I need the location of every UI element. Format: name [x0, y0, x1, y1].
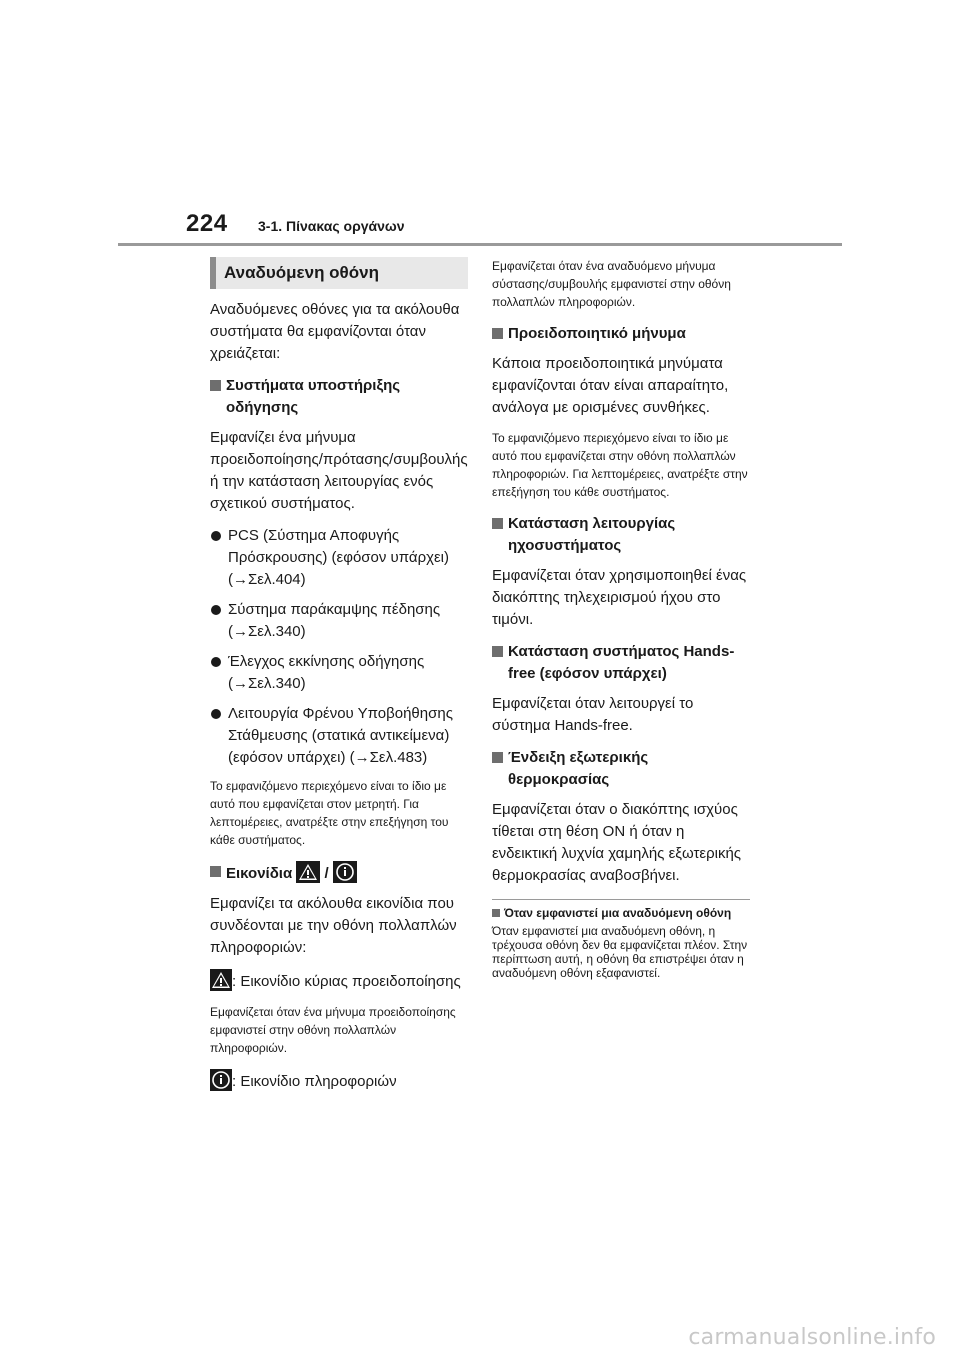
bullet-dot-icon	[211, 605, 221, 615]
square-bullet-icon	[210, 866, 221, 877]
intro-text: Αναδυόμενες οθόνες για τα ακόλουθα συστήματα θα εμφανίζονται όταν χρειάζεται:	[210, 301, 460, 362]
subheading-label: Εικονίδια	[226, 865, 293, 882]
list-item	[210, 525, 468, 591]
warning-icon-note: Εμφανίζεται όταν ένα μήνυμα προειδοποίησης εμφανιστεί στην οθόνη πολλαπλών πληροφοριών.	[210, 1005, 456, 1055]
subheading-driving-support	[210, 375, 468, 419]
subheading-icons	[210, 861, 468, 885]
subheading-outside-temperature	[492, 747, 750, 791]
watermark: carmanualsonline.info	[688, 1325, 936, 1350]
subheading-label: Κατάσταση λειτουργίας ηχοσυστήματος	[508, 515, 676, 554]
page-number: 224	[186, 210, 228, 237]
square-bullet-icon	[492, 646, 503, 657]
square-bullet-icon	[492, 328, 503, 339]
subheading-label: Συστήματα υποστήριξης οδήγησης	[226, 377, 401, 416]
subheading-warning-message	[492, 323, 750, 345]
info-icon-note: Εμφανίζεται όταν ένα αναδυόμενο μήνυμα σύστασης/συμβουλής εμφανιστεί στην οθόνη πολλαπλών πληροφοριών.	[492, 259, 731, 309]
note-text: Όταν εμφανιστεί μια αναδυόμενη οθόνη, η τρέχουσα οθόνη δεν θα εμφανίζεται πλέον. Στην περίπτωση αυτή, η οθόνη θα επιστρέψει όταν η αναδυόμενη οθόνη εξαφανιστεί.	[492, 924, 748, 980]
list-item	[210, 599, 468, 643]
list-item	[210, 703, 468, 769]
driving-support-text: Εμφανίζει ένα μήνυμα προειδοποίησης/πρότασης/συμβουλής ή την κατάσταση λειτουργίας ενός σχετικού συστήματος.	[210, 429, 468, 512]
section-title: 3-1. Πίνακας οργάνων	[258, 218, 405, 234]
list-item-text: PCS (Σύστημα Αποφυγής Πρόσκρουσης) (εφόσον υπάρχει) (→Σελ.404)	[228, 527, 449, 588]
square-bullet-icon	[210, 380, 221, 391]
info-icon-label: : Εικονίδιο πληροφοριών	[232, 1073, 397, 1090]
audio-status-text: Εμφανίζεται όταν χρησιμοποιηθεί ένας διακόπτης τηλεχειρισμού ήχου στο τιμόνι.	[492, 567, 747, 628]
warning-message-note: Το εμφανιζόμενο περιεχόμενο είναι το ίδιο με αυτό που εμφανίζεται στην οθόνη πολλαπλών πληροφοριών. Για λεπτομέρειες, ανατρέξτε στην επεξήγηση του κάθε συστήματος.	[492, 431, 748, 499]
list-item	[210, 651, 468, 695]
info-icon	[333, 861, 357, 883]
warning-icon	[296, 861, 320, 883]
bullet-dot-icon	[211, 531, 221, 541]
icon-separator: /	[324, 865, 329, 882]
subheading-label: Προειδοποιητικό μήνυμα	[508, 325, 686, 342]
subheading-audio-status	[492, 513, 750, 557]
right-column	[492, 257, 750, 980]
list-item-text: Λειτουργία Φρένου Υποβοήθησης Στάθμευσης (στατικά αντικείμενα) (εφόσον υπάρχει) (→Σελ.483)	[228, 705, 453, 766]
subheading-label: Κατάσταση συστήματος Hands-free (εφόσον υπάρχει)	[508, 643, 735, 682]
driving-support-note: Το εμφανιζόμενο περιεχόμενο είναι το ίδιο με αυτό που εμφανίζεται στον μετρητή. Για λεπτομέρειες, ανατρέξτε στην επεξήγηση του κάθε συστήματος.	[210, 779, 449, 847]
info-icon-row	[210, 1069, 468, 1093]
square-bullet-icon	[492, 752, 503, 763]
outside-temperature-text: Εμφανίζεται όταν ο διακόπτης ισχύος τίθεται στη θέση ON ή όταν η ενδεικτική λυχνία χαμηλής εξωτερικής θερμοκρασίας αναβοσβήνει.	[492, 801, 742, 884]
warning-icon	[210, 969, 232, 991]
left-column	[210, 257, 468, 1103]
list-item-text: Έλεγχος εκκίνησης οδήγησης (→Σελ.340)	[228, 653, 425, 692]
subheading-handsfree-status	[492, 641, 750, 685]
note-title	[492, 906, 750, 920]
handsfree-status-text: Εμφανίζεται όταν λειτουργεί το σύστημα Hands-free.	[492, 695, 694, 734]
square-bullet-icon	[492, 909, 500, 917]
subheading-label: Ένδειξη εξωτερικής θερμοκρασίας	[508, 749, 649, 788]
warning-icon-label: : Εικονίδιο κύριας προειδοποίησης	[232, 973, 461, 990]
list-item-text: Σύστημα παράκαμψης πέδησης (→Σελ.340)	[228, 601, 441, 640]
warning-message-text: Κάποια προειδοποιητικά μηνύματα εμφανίζονται όταν είναι απαραίτητο, ανάλογα με ορισμένες συνθήκες.	[492, 355, 729, 416]
note-divider	[492, 899, 750, 900]
square-bullet-icon	[492, 518, 503, 529]
bullet-dot-icon	[211, 657, 221, 667]
info-icon	[210, 1069, 232, 1091]
icons-text: Εμφανίζει τα ακόλουθα εικονίδια που συνδέονται με την οθόνη πολλαπλών πληροφοριών:	[210, 895, 457, 956]
header-rule	[118, 243, 842, 246]
warning-icon-row	[210, 969, 468, 993]
bullet-dot-icon	[211, 709, 221, 719]
note-title-text: Όταν εμφανιστεί μια αναδυόμενη οθόνη	[504, 906, 732, 920]
box-title: Αναδυόμενη οθόνη	[210, 257, 468, 289]
